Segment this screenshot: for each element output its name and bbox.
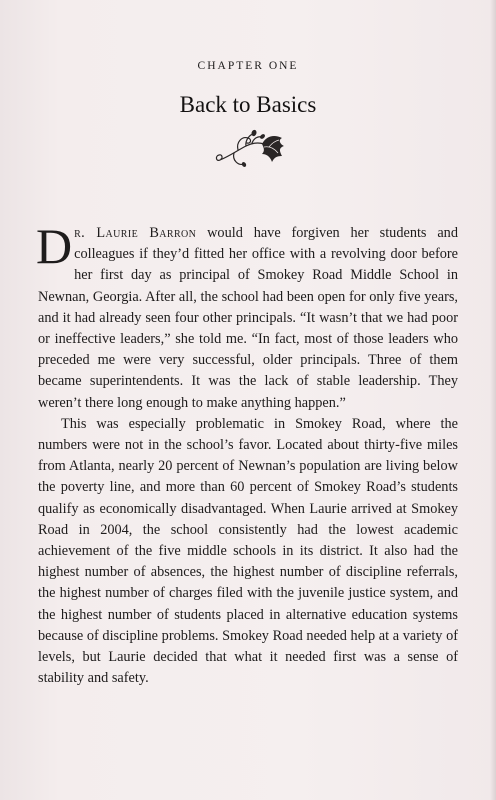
chapter-label: CHAPTER ONE [197, 60, 299, 72]
opening-smallcaps: r. Laurie Barron [74, 225, 197, 241]
chapter-body [36, 218, 458, 689]
page-edge-shadow [490, 0, 496, 800]
chapter-title: Back to Basics [179, 92, 317, 117]
paragraph-1 [36, 218, 458, 414]
paragraph-2: This was especially problematic in Smokey Road, where the numbers were not in the school’s favor. Located about thirty-five miles from Atlanta, nearly 20 percent of Newnan’s population are living below the poverty line, and more than 60 percent of Smokey Road’s students qualify as economically disadvantaged. When Laurie arrived at Smokey Road in 2004, the school consistently had the lowest academic achievement of the five middle schools in its district. It also had the highest number of absences, the highest number of discipline referrals, the highest number of charges filed with the juvenile justice system, and the highest number of students placed in alternative education systems because of discipline problems. Smokey Road needed help at a variety of levels, but Laurie decided that what it needed first was a sense of stability and safety. [38, 415, 458, 687]
drop-cap: D [36, 218, 73, 274]
floral-vine-ornament-icon [212, 120, 288, 176]
paragraph-1-text: would have forgiven her students and colleagues if they’d fitted her office with a revolving door before her first day as principal of Smokey Road Middle School in Newnan, Georgia. After all, the school had been open for only five years, and it had already seen four other principals. “It wasn’t that we had poor or ineffective leaders,” she told me. “In fact, most of those leaders who preceded me were very successful, older principals. Three of them became superintendents. It was the lack of stable leadership. They weren’t there long enough to make anything happen.” [38, 225, 458, 411]
